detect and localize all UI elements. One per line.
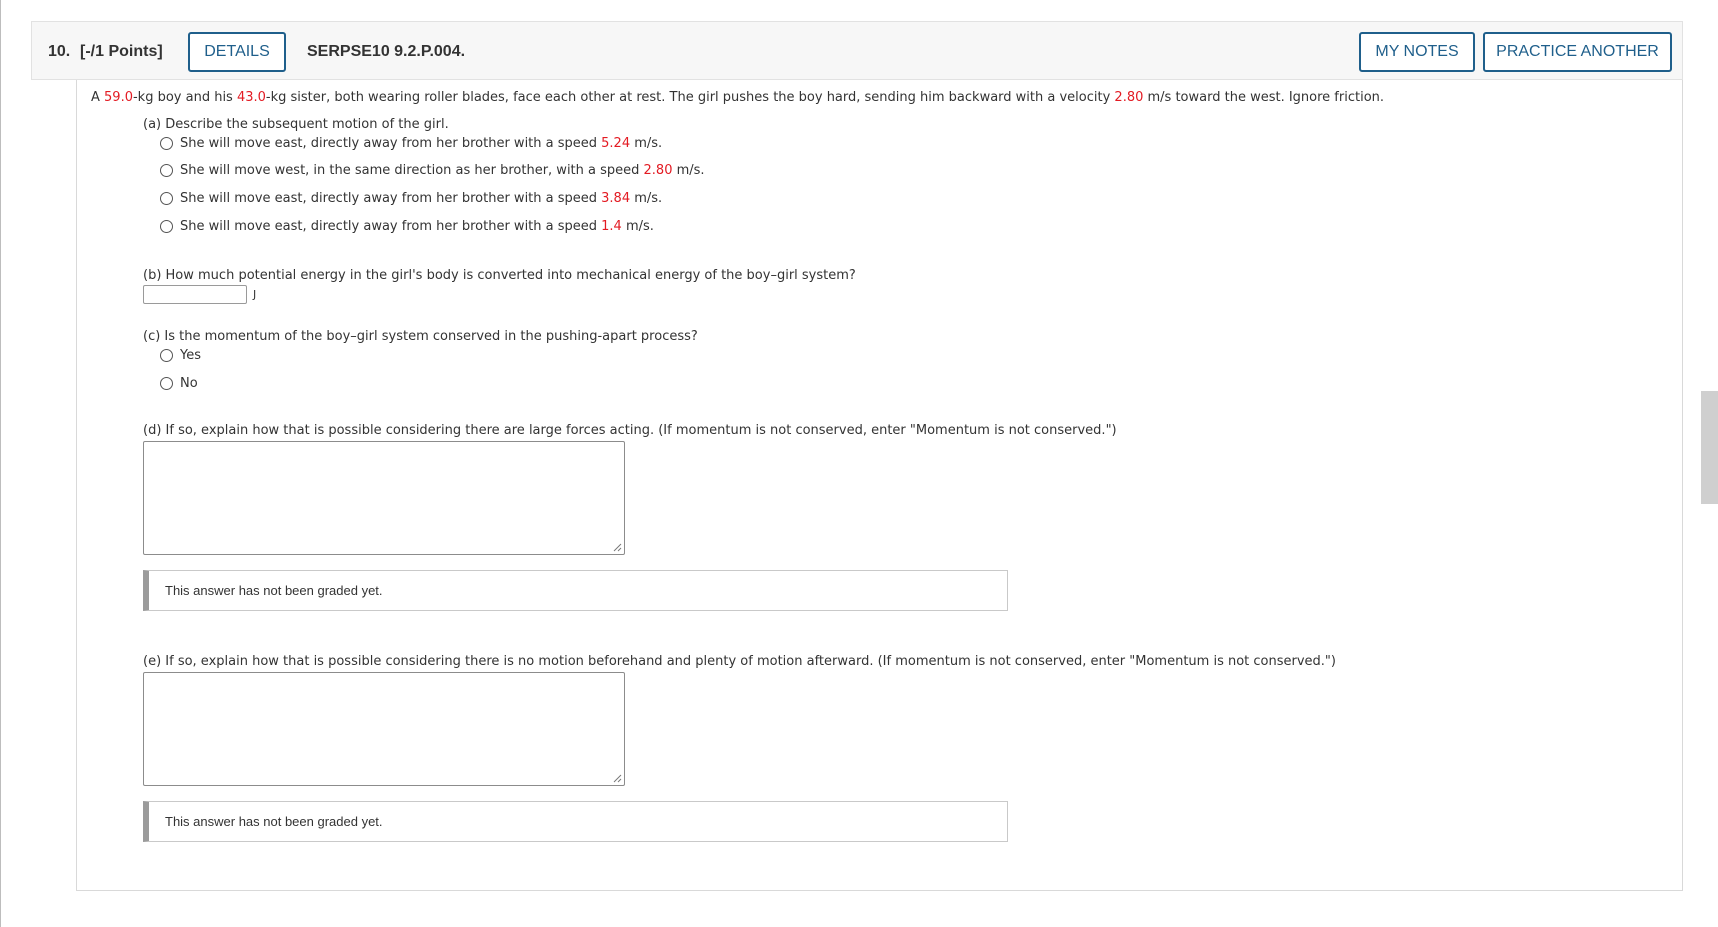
part-e-prompt: (e) If so, explain how that is possible considering there is no motion beforehand and plenty of motion afterward. (If momentum is not conserved, enter "Momentum is not conserved.")	[143, 654, 1336, 669]
part-a-option-4-radio[interactable]	[160, 220, 173, 233]
part-c-yes-radio[interactable]	[160, 349, 173, 362]
details-button[interactable]: DETAILS	[188, 32, 286, 72]
part-d-grade-text: This answer has not been graded yet.	[165, 583, 383, 598]
option-2-value: 2.80	[643, 163, 673, 178]
page-left-border	[0, 0, 1, 927]
sister-mass-value: 43.0	[236, 90, 266, 105]
part-b-prompt: (b) How much potential energy in the girl's body is converted into mechanical energy of the boy–girl system?	[143, 268, 856, 283]
option-4-text: She will move east, directly away from her brother with a speed	[180, 219, 602, 234]
option-4-value: 1.4	[601, 219, 622, 234]
option-2-text: She will move west, in the same direction as her brother, with a speed	[180, 163, 644, 178]
option-1-text: She will move east, directly away from her brother with a speed	[180, 136, 602, 151]
option-1-value: 5.24	[601, 136, 631, 151]
option-4-unit: m/s.	[621, 219, 654, 234]
part-e-grade-status	[143, 801, 1008, 842]
part-e-answer-textarea[interactable]	[143, 672, 625, 786]
part-a-prompt: (a) Describe the subsequent motion of the girl.	[143, 117, 449, 132]
part-a-option-1-label	[180, 136, 662, 151]
option-2-unit: m/s.	[672, 163, 705, 178]
part-a-option-1-radio[interactable]	[160, 137, 173, 150]
part-a-option-4-label	[180, 219, 654, 234]
part-a-option-3-radio[interactable]	[160, 192, 173, 205]
part-b-unit: J	[253, 288, 257, 301]
part-a-option-3-label	[180, 191, 662, 206]
part-a-option-2-radio[interactable]	[160, 164, 173, 177]
part-d-prompt: (d) If so, explain how that is possible considering there are large forces acting. (If momentum is not conserved, enter "Momentum is not conserved.")	[143, 423, 1117, 438]
option-1-unit: m/s.	[630, 136, 663, 151]
option-3-unit: m/s.	[630, 191, 663, 206]
part-c-prompt: (c) Is the momentum of the boy–girl system conserved in the pushing-apart process?	[143, 329, 698, 344]
problem-text-4: m/s toward the west. Ignore friction.	[1143, 90, 1385, 105]
question-points: [-/1 Points]	[80, 43, 163, 60]
vertical-scrollbar-thumb[interactable]	[1701, 391, 1718, 504]
option-3-value: 3.84	[601, 191, 631, 206]
problem-text-2: -kg boy and his	[132, 90, 237, 105]
practice-another-button[interactable]: PRACTICE ANOTHER	[1483, 32, 1672, 72]
boy-mass-value: 59.0	[104, 90, 133, 105]
resize-handle-icon[interactable]	[613, 543, 622, 552]
part-c-yes-label: Yes	[180, 348, 201, 363]
part-c-no-label: No	[180, 376, 198, 391]
part-d-answer-textarea[interactable]	[143, 441, 625, 555]
problem-text-1: A	[91, 90, 105, 105]
option-3-text: She will move east, directly away from her brother with a speed	[180, 191, 602, 206]
my-notes-button[interactable]: MY NOTES	[1359, 32, 1475, 72]
part-a-option-2-label	[180, 163, 705, 178]
question-code: SERPSE10 9.2.P.004.	[307, 43, 466, 60]
part-c-no-radio[interactable]	[160, 377, 173, 390]
problem-statement	[91, 90, 1384, 105]
problem-text-3: -kg sister, both wearing roller blades, face each other at rest. The girl pushes the boy hard, sending him backward with a velocity	[265, 90, 1115, 105]
part-e-grade-text: This answer has not been graded yet.	[165, 814, 383, 829]
part-d-grade-status	[143, 570, 1008, 611]
part-b-answer-input[interactable]	[143, 285, 247, 304]
question-number: 10.	[48, 43, 71, 60]
velocity-value: 2.80	[1114, 90, 1144, 105]
resize-handle-icon[interactable]	[613, 774, 622, 783]
